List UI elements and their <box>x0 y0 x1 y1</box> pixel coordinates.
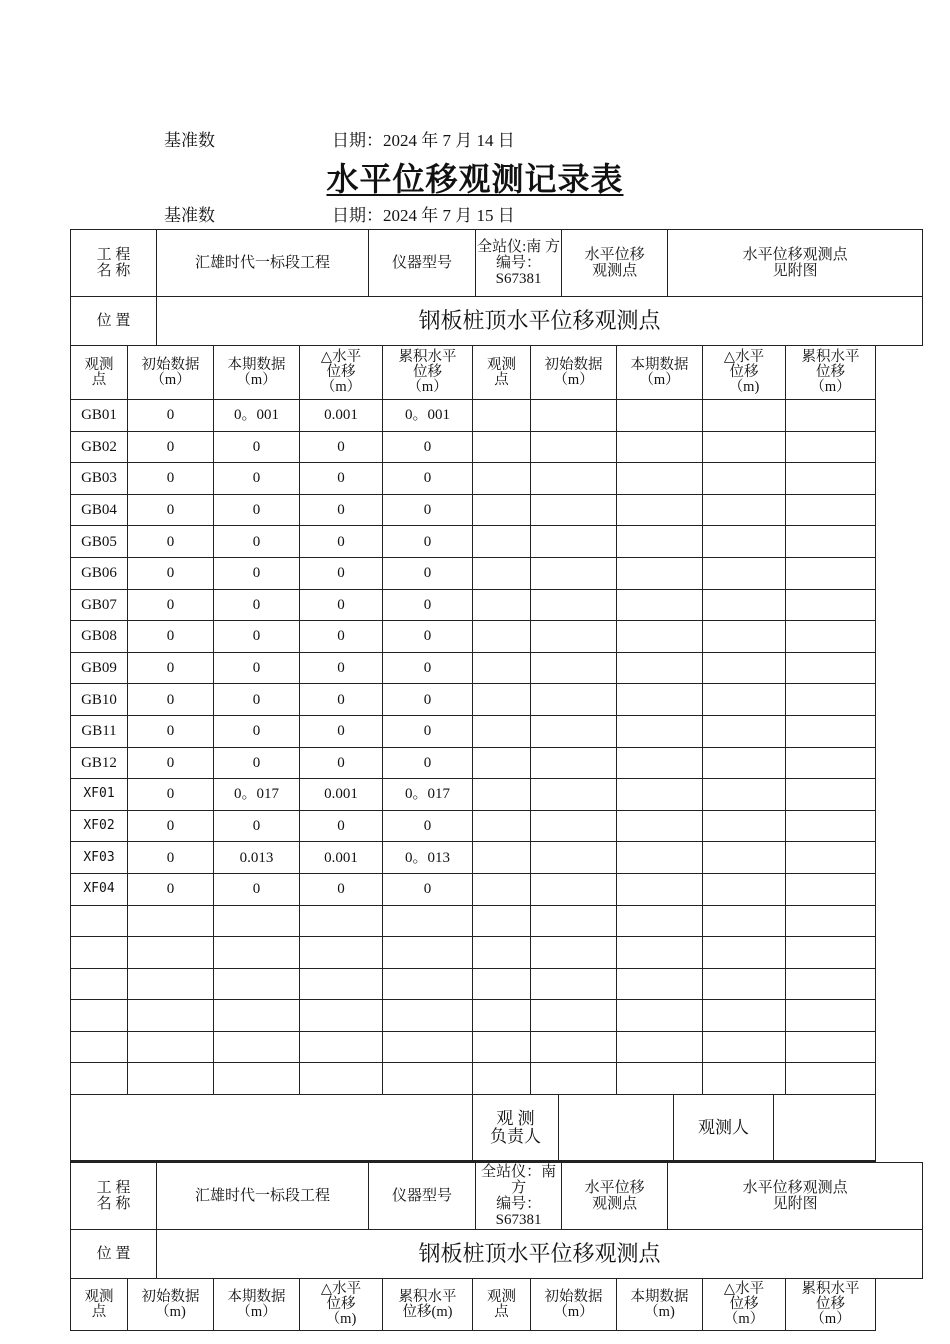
project-name-label: 工 程 名 称 <box>71 230 157 297</box>
empty-cell <box>703 1000 786 1032</box>
empty-cell <box>786 937 876 969</box>
second-column-header: 本期数据 （m) <box>617 1279 703 1331</box>
value-cell: 0 <box>214 431 300 463</box>
empty-row <box>71 1000 876 1032</box>
empty-cell <box>383 905 473 937</box>
empty-cell <box>71 1031 128 1063</box>
point-id-cell: GB12 <box>71 747 128 779</box>
location-label: 位 置 <box>71 297 157 346</box>
empty-cell <box>473 621 531 653</box>
date-top: 日期：2024 年 7 月 14 日 <box>332 131 515 150</box>
value-cell: 0 <box>214 463 300 495</box>
empty-cell <box>531 968 617 1000</box>
empty-cell <box>786 873 876 905</box>
value-cell: 0 <box>214 747 300 779</box>
second-observation-points-label: 水平位移 观测点 <box>562 1163 668 1230</box>
second-instrument-model-label: 仪器型号 <box>369 1163 476 1230</box>
empty-cell <box>786 621 876 653</box>
value-cell: 0 <box>128 494 214 526</box>
second-column-header: 观测 点 <box>473 1279 531 1331</box>
empty-cell <box>473 684 531 716</box>
value-cell: 0 <box>383 621 473 653</box>
second-column-header: 累积水平 位移 （m） <box>786 1279 876 1331</box>
value-cell: 0。017 <box>383 779 473 811</box>
table-row <box>71 463 876 495</box>
value-cell: 0 <box>383 715 473 747</box>
empty-cell <box>703 779 786 811</box>
empty-cell <box>617 810 703 842</box>
empty-cell <box>128 1031 214 1063</box>
date-bottom: 日期：2024 年 7 月 15 日 <box>332 206 515 225</box>
empty-row <box>71 905 876 937</box>
empty-cell <box>71 1063 128 1095</box>
value-cell: 0 <box>128 779 214 811</box>
value-cell: 0 <box>128 589 214 621</box>
value-cell: 0 <box>300 526 383 558</box>
empty-cell <box>383 1063 473 1095</box>
column-header: 观测 点 <box>71 346 128 400</box>
empty-cell <box>617 1031 703 1063</box>
value-cell: 0 <box>128 652 214 684</box>
empty-cell <box>473 1031 531 1063</box>
empty-cell <box>531 463 617 495</box>
value-cell: 0 <box>300 494 383 526</box>
empty-cell <box>786 589 876 621</box>
empty-cell <box>786 905 876 937</box>
empty-cell <box>786 494 876 526</box>
empty-cell <box>786 842 876 874</box>
table-row <box>71 526 876 558</box>
value-cell: 0 <box>214 557 300 589</box>
column-header: 累积水平 位移 （m） <box>383 346 473 400</box>
empty-cell <box>300 1000 383 1032</box>
location-value: 钢板桩顶水平位移观测点 <box>157 297 923 346</box>
table-row <box>71 810 876 842</box>
empty-cell <box>300 968 383 1000</box>
point-id-cell: GB02 <box>71 431 128 463</box>
empty-cell <box>617 842 703 874</box>
table-row <box>71 779 876 811</box>
empty-cell <box>617 621 703 653</box>
value-cell: 0 <box>300 621 383 653</box>
column-header: △水平 位移 （m) <box>703 346 786 400</box>
empty-cell <box>617 684 703 716</box>
empty-cell <box>531 1063 617 1095</box>
empty-row <box>71 968 876 1000</box>
value-cell: 0 <box>214 589 300 621</box>
empty-cell <box>473 652 531 684</box>
empty-cell <box>214 905 300 937</box>
value-cell: 0 <box>128 463 214 495</box>
value-cell: 0 <box>300 873 383 905</box>
column-header: 初始数据 （m） <box>128 346 214 400</box>
table-row <box>71 400 876 432</box>
empty-cell <box>383 1031 473 1063</box>
empty-cell <box>531 431 617 463</box>
empty-cell <box>531 873 617 905</box>
empty-cell <box>214 968 300 1000</box>
empty-cell <box>71 937 128 969</box>
empty-cell <box>617 400 703 432</box>
empty-cell <box>300 1063 383 1095</box>
empty-cell <box>786 400 876 432</box>
empty-cell <box>703 810 786 842</box>
value-cell: 0 <box>128 684 214 716</box>
empty-cell <box>473 873 531 905</box>
second-instrument-model-value: 全站仪：南 方 编号：S67381 <box>476 1163 562 1230</box>
point-id-cell: GB05 <box>71 526 128 558</box>
empty-cell <box>473 1063 531 1095</box>
value-cell: 0 <box>214 810 300 842</box>
empty-cell <box>703 400 786 432</box>
empty-cell <box>786 747 876 779</box>
observation-points-label: 水平位移 观测点 <box>562 230 668 297</box>
empty-cell <box>531 1031 617 1063</box>
page-title-text: 水平位移观测记录表 <box>326 161 624 197</box>
value-cell: 0 <box>128 747 214 779</box>
second-location-label: 位 置 <box>71 1230 157 1279</box>
empty-row <box>71 1063 876 1095</box>
table-row <box>71 621 876 653</box>
table-row <box>71 494 876 526</box>
value-cell: 0 <box>214 715 300 747</box>
signature-blank <box>71 1095 473 1162</box>
empty-cell <box>617 747 703 779</box>
empty-cell <box>473 810 531 842</box>
baseline-label-top: 基准数 <box>164 131 215 150</box>
column-header: 本期数据 （m） <box>617 346 703 400</box>
value-cell: 0 <box>383 557 473 589</box>
column-header: △水平 位移 （m） <box>300 346 383 400</box>
empty-cell <box>473 589 531 621</box>
empty-cell <box>786 463 876 495</box>
empty-cell <box>473 747 531 779</box>
value-cell: 0 <box>214 494 300 526</box>
empty-cell <box>473 431 531 463</box>
empty-cell <box>71 905 128 937</box>
column-header: 初始数据 （m） <box>531 346 617 400</box>
empty-cell <box>617 968 703 1000</box>
empty-cell <box>703 873 786 905</box>
value-cell: 0 <box>214 684 300 716</box>
empty-cell <box>617 1063 703 1095</box>
value-cell: 0。013 <box>383 842 473 874</box>
empty-cell <box>703 937 786 969</box>
observer-signature-field[interactable] <box>774 1095 876 1162</box>
empty-cell <box>703 968 786 1000</box>
empty-cell <box>531 589 617 621</box>
second-location-value: 钢板桩顶水平位移观测点 <box>157 1230 923 1279</box>
empty-cell <box>786 557 876 589</box>
point-id-cell: XF02 <box>71 810 128 842</box>
value-cell: 0 <box>383 873 473 905</box>
empty-cell <box>617 589 703 621</box>
empty-cell <box>300 1031 383 1063</box>
value-cell: 0 <box>383 810 473 842</box>
instrument-model-label: 仪器型号 <box>369 230 476 297</box>
empty-cell <box>617 431 703 463</box>
empty-cell <box>71 968 128 1000</box>
empty-cell <box>703 715 786 747</box>
empty-cell <box>786 526 876 558</box>
project-name-value: 汇雄时代一标段工程 <box>157 230 369 297</box>
second-column-header: △水平 位移 （m） <box>703 1279 786 1331</box>
empty-cell <box>531 621 617 653</box>
value-cell: 0 <box>128 621 214 653</box>
point-id-cell: XF01 <box>71 779 128 811</box>
value-cell: 0 <box>128 842 214 874</box>
empty-cell <box>786 684 876 716</box>
empty-cell <box>473 842 531 874</box>
value-cell: 0 <box>300 589 383 621</box>
value-cell: 0 <box>383 684 473 716</box>
table-row <box>71 431 876 463</box>
empty-cell <box>617 526 703 558</box>
column-header: 本期数据 （m） <box>214 346 300 400</box>
empty-cell <box>617 652 703 684</box>
value-cell: 0 <box>214 652 300 684</box>
empty-cell <box>531 400 617 432</box>
supervisor-label: 观 测 负责人 <box>473 1095 559 1162</box>
empty-row <box>71 937 876 969</box>
empty-cell <box>531 747 617 779</box>
empty-cell <box>703 905 786 937</box>
baseline-label-bottom: 基准数 <box>164 206 215 225</box>
signature-table <box>70 1094 876 1163</box>
second-column-header-table <box>70 1278 876 1331</box>
empty-cell <box>703 463 786 495</box>
empty-cell <box>786 810 876 842</box>
empty-row <box>71 1031 876 1063</box>
empty-cell <box>786 1031 876 1063</box>
empty-cell <box>531 842 617 874</box>
empty-cell <box>531 937 617 969</box>
empty-cell <box>473 937 531 969</box>
observation-data-table <box>70 345 876 1095</box>
empty-cell <box>473 779 531 811</box>
empty-cell <box>703 1031 786 1063</box>
value-cell: 0 <box>128 873 214 905</box>
empty-cell <box>703 589 786 621</box>
second-column-header: △水平 位移 （m) <box>300 1279 383 1331</box>
observer-label: 观测人 <box>674 1095 774 1162</box>
empty-cell <box>300 937 383 969</box>
second-project-name-label: 工 程 名 称 <box>71 1163 157 1230</box>
empty-cell <box>473 715 531 747</box>
value-cell: 0 <box>128 557 214 589</box>
value-cell: 0 <box>300 810 383 842</box>
value-cell: 0 <box>128 431 214 463</box>
table-row <box>71 747 876 779</box>
main-record-table <box>70 229 923 346</box>
value-cell: 0。001 <box>214 400 300 432</box>
value-cell: 0。017 <box>214 779 300 811</box>
empty-cell <box>214 1031 300 1063</box>
value-cell: 0.013 <box>214 842 300 874</box>
value-cell: 0 <box>214 526 300 558</box>
empty-cell <box>617 715 703 747</box>
point-id-cell: GB07 <box>71 589 128 621</box>
value-cell: 0 <box>383 526 473 558</box>
empty-cell <box>473 526 531 558</box>
empty-cell <box>617 494 703 526</box>
instrument-model-value: 全站仪:南 方 编号：S67381 <box>476 230 562 297</box>
empty-cell <box>703 652 786 684</box>
second-column-header: 本期数据 （m） <box>214 1279 300 1331</box>
point-id-cell: XF03 <box>71 842 128 874</box>
value-cell: 0 <box>128 810 214 842</box>
empty-cell <box>214 1063 300 1095</box>
value-cell: 0 <box>300 431 383 463</box>
value-cell: 0 <box>214 873 300 905</box>
point-id-cell: GB09 <box>71 652 128 684</box>
second-form-table <box>70 1162 923 1279</box>
empty-cell <box>473 400 531 432</box>
empty-cell <box>786 715 876 747</box>
empty-cell <box>473 968 531 1000</box>
empty-cell <box>786 431 876 463</box>
empty-cell <box>473 557 531 589</box>
empty-cell <box>703 621 786 653</box>
empty-cell <box>128 937 214 969</box>
point-id-cell: GB04 <box>71 494 128 526</box>
empty-cell <box>786 1000 876 1032</box>
value-cell: 0 <box>128 715 214 747</box>
empty-cell <box>531 715 617 747</box>
table-row <box>71 589 876 621</box>
empty-cell <box>703 842 786 874</box>
second-column-header: 累积水平 位移(m) <box>383 1279 473 1331</box>
empty-cell <box>703 684 786 716</box>
empty-cell <box>128 905 214 937</box>
empty-cell <box>473 463 531 495</box>
value-cell: 0.001 <box>300 779 383 811</box>
empty-cell <box>617 1000 703 1032</box>
empty-cell <box>703 1063 786 1095</box>
value-cell: 0 <box>300 684 383 716</box>
value-cell: 0 <box>383 589 473 621</box>
empty-cell <box>383 968 473 1000</box>
table-row <box>71 842 876 874</box>
empty-cell <box>617 873 703 905</box>
value-cell: 0 <box>383 747 473 779</box>
page-title <box>0 154 950 200</box>
empty-cell <box>473 905 531 937</box>
point-id-cell: GB11 <box>71 715 128 747</box>
point-id-cell: GB08 <box>71 621 128 653</box>
table-row <box>71 557 876 589</box>
empty-cell <box>703 494 786 526</box>
value-cell: 0 <box>300 715 383 747</box>
empty-cell <box>128 1063 214 1095</box>
value-cell: 0 <box>383 494 473 526</box>
empty-cell <box>383 1000 473 1032</box>
empty-cell <box>531 652 617 684</box>
point-id-cell: GB10 <box>71 684 128 716</box>
empty-cell <box>128 968 214 1000</box>
empty-cell <box>473 1000 531 1032</box>
second-column-header: 初始数据 （m) <box>128 1279 214 1331</box>
empty-cell <box>786 652 876 684</box>
value-cell: 0 <box>383 431 473 463</box>
empty-cell <box>531 779 617 811</box>
empty-cell <box>703 431 786 463</box>
second-column-header-row <box>71 1279 876 1331</box>
column-header: 观测 点 <box>473 346 531 400</box>
point-id-cell: GB06 <box>71 557 128 589</box>
empty-cell <box>531 494 617 526</box>
table-row <box>71 652 876 684</box>
empty-cell <box>71 1000 128 1032</box>
column-header-row <box>71 346 876 400</box>
value-cell: 0.001 <box>300 842 383 874</box>
empty-cell <box>531 905 617 937</box>
empty-cell <box>786 779 876 811</box>
column-header: 累积水平 位移 （m） <box>786 346 876 400</box>
second-observation-points-value: 水平位移观测点 见附图 <box>668 1163 923 1230</box>
value-cell: 0。001 <box>383 400 473 432</box>
empty-cell <box>703 526 786 558</box>
second-column-header: 观测 点 <box>71 1279 128 1331</box>
empty-cell <box>531 810 617 842</box>
table-row <box>71 873 876 905</box>
value-cell: 0 <box>214 621 300 653</box>
value-cell: 0 <box>128 526 214 558</box>
observation-points-value: 水平位移观测点 见附图 <box>668 230 923 297</box>
empty-cell <box>300 905 383 937</box>
empty-cell <box>617 779 703 811</box>
value-cell: 0 <box>300 747 383 779</box>
empty-cell <box>214 1000 300 1032</box>
empty-cell <box>617 937 703 969</box>
value-cell: 0 <box>300 463 383 495</box>
empty-cell <box>617 557 703 589</box>
second-column-header: 初始数据 （m） <box>531 1279 617 1331</box>
value-cell: 0 <box>128 400 214 432</box>
empty-cell <box>703 557 786 589</box>
value-cell: 0 <box>383 463 473 495</box>
empty-cell <box>214 937 300 969</box>
value-cell: 0 <box>300 652 383 684</box>
empty-cell <box>473 494 531 526</box>
table-row <box>71 715 876 747</box>
point-id-cell: XF04 <box>71 873 128 905</box>
supervisor-signature-field[interactable] <box>559 1095 674 1162</box>
point-id-cell: GB03 <box>71 463 128 495</box>
empty-cell <box>531 1000 617 1032</box>
table-row <box>71 684 876 716</box>
empty-cell <box>617 463 703 495</box>
second-project-name-value: 汇雄时代一标段工程 <box>157 1163 369 1230</box>
empty-cell <box>786 968 876 1000</box>
empty-cell <box>703 747 786 779</box>
value-cell: 0.001 <box>300 400 383 432</box>
value-cell: 0 <box>300 557 383 589</box>
empty-cell <box>128 1000 214 1032</box>
empty-cell <box>786 1063 876 1095</box>
empty-cell <box>531 684 617 716</box>
empty-cell <box>531 526 617 558</box>
empty-cell <box>383 937 473 969</box>
point-id-cell: GB01 <box>71 400 128 432</box>
value-cell: 0 <box>383 652 473 684</box>
empty-cell <box>617 905 703 937</box>
empty-cell <box>531 557 617 589</box>
